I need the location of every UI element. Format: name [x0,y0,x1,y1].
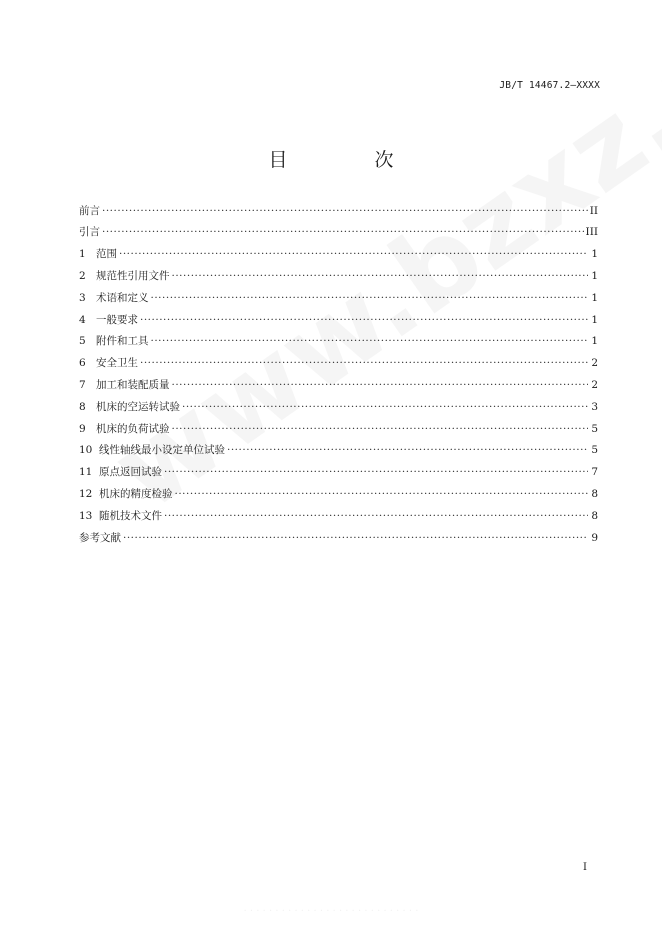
toc-entry-page: 1 [591,313,598,326]
toc-entry-label: 术语和定义 [96,291,149,304]
toc-entry-page: 1 [591,248,598,261]
toc-entry-page: 5 [591,444,598,457]
toc-entry-number: 13 [79,509,93,522]
toc-entry-number: 6 [79,357,86,370]
toc-entry[interactable] [79,418,598,440]
toc-entry[interactable] [79,440,598,462]
toc-entry[interactable] [79,244,598,266]
toc-entry-page: 9 [591,531,598,544]
toc-entry[interactable] [79,505,598,527]
toc-entry-label: 前言 [79,204,100,217]
toc-entry-page: 2 [591,379,598,392]
toc-entry-number: 1 [79,248,86,261]
toc-entry[interactable] [79,462,598,484]
toc-entry-label: 引言 [79,226,100,239]
toc-leader-dots [175,489,589,500]
toc-leader-dots [123,533,588,544]
toc-entry-page: 2 [591,357,598,370]
toc-entry[interactable] [79,331,598,353]
toc-leader-dots [119,249,588,260]
toc-entry-page: 8 [591,509,598,522]
toc-entry-page: 3 [591,400,598,413]
document-code: JB/T 14467.2—XXXX [499,80,600,91]
toc-entry-label: 原点返回试验 [99,466,162,479]
toc-entry[interactable] [79,374,598,396]
toc-entry-label: 加工和装配质量 [96,379,170,392]
toc-leader-dots [182,402,588,413]
toc-entry-page: 1 [591,270,598,283]
toc-entry-label: 线性轴线最小设定单位试验 [99,444,225,457]
toc-entry[interactable] [79,483,598,505]
toc-entry-number: 10 [79,444,93,457]
toc-entry-number: 2 [79,270,86,283]
toc-leader-dots [172,271,589,282]
toc-entry-page: 8 [591,488,598,500]
toc-entry-label: 附件和工具 [96,335,149,348]
toc-entry-label: 随机技术文件 [99,509,162,522]
toc-leader-dots [102,206,588,217]
toc-entry-label: 一般要求 [96,313,138,326]
toc-entry-number: 12 [79,488,93,500]
toc-entry-number: 7 [79,379,86,392]
toc-entry-page: 1 [591,291,598,304]
toc-entry-label: 机床的空运转试验 [96,400,180,413]
footer-watermark: · · · · · · · · · · · · · · · · · · · · · · · · · · · · [243,906,419,917]
toc-leader-dots [140,315,588,326]
toc-entry[interactable] [79,287,598,309]
toc-entry-number: 8 [79,400,86,413]
toc-leader-dots [164,467,588,478]
toc-entry[interactable] [79,527,598,549]
page-number: I [583,862,587,873]
toc-entry[interactable] [79,309,598,331]
toc-entry-number: 4 [79,313,86,326]
toc-entry-label: 范围 [96,248,117,261]
toc-entry-page: 1 [591,335,598,348]
toc-entry-label: 参考文献 [79,531,121,544]
toc-entry-label: 机床的精度检验 [99,488,173,500]
toc-entry[interactable] [79,200,598,222]
toc-leader-dots [151,293,589,304]
table-of-contents [79,200,598,549]
toc-entry-number: 9 [79,422,86,435]
toc-entry-number: 5 [79,335,86,348]
toc-entry-label: 规范性引用文件 [96,270,170,283]
toc-leader-dots [172,424,589,435]
toc-entry[interactable] [79,265,598,287]
toc-entry-label: 机床的负荷试验 [96,422,170,435]
toc-entry-page: II [589,204,598,217]
toc-leader-dots [140,358,588,369]
toc-entry-page: III [585,226,598,239]
toc-entry-page: 7 [591,466,598,479]
toc-leader-dots [172,380,589,391]
toc-entry-page: 5 [591,422,598,435]
toc-leader-dots [151,336,589,347]
toc-leader-dots [102,227,584,238]
page-title: 目 次 [268,149,428,171]
toc-entry[interactable] [79,353,598,375]
toc-entry[interactable] [79,396,598,418]
toc-leader-dots [227,445,588,456]
toc-entry-label: 安全卫生 [96,357,138,370]
toc-entry[interactable] [79,222,598,244]
toc-entry-number: 3 [79,291,86,304]
toc-leader-dots [164,511,588,522]
toc-entry-number: 11 [79,466,93,479]
